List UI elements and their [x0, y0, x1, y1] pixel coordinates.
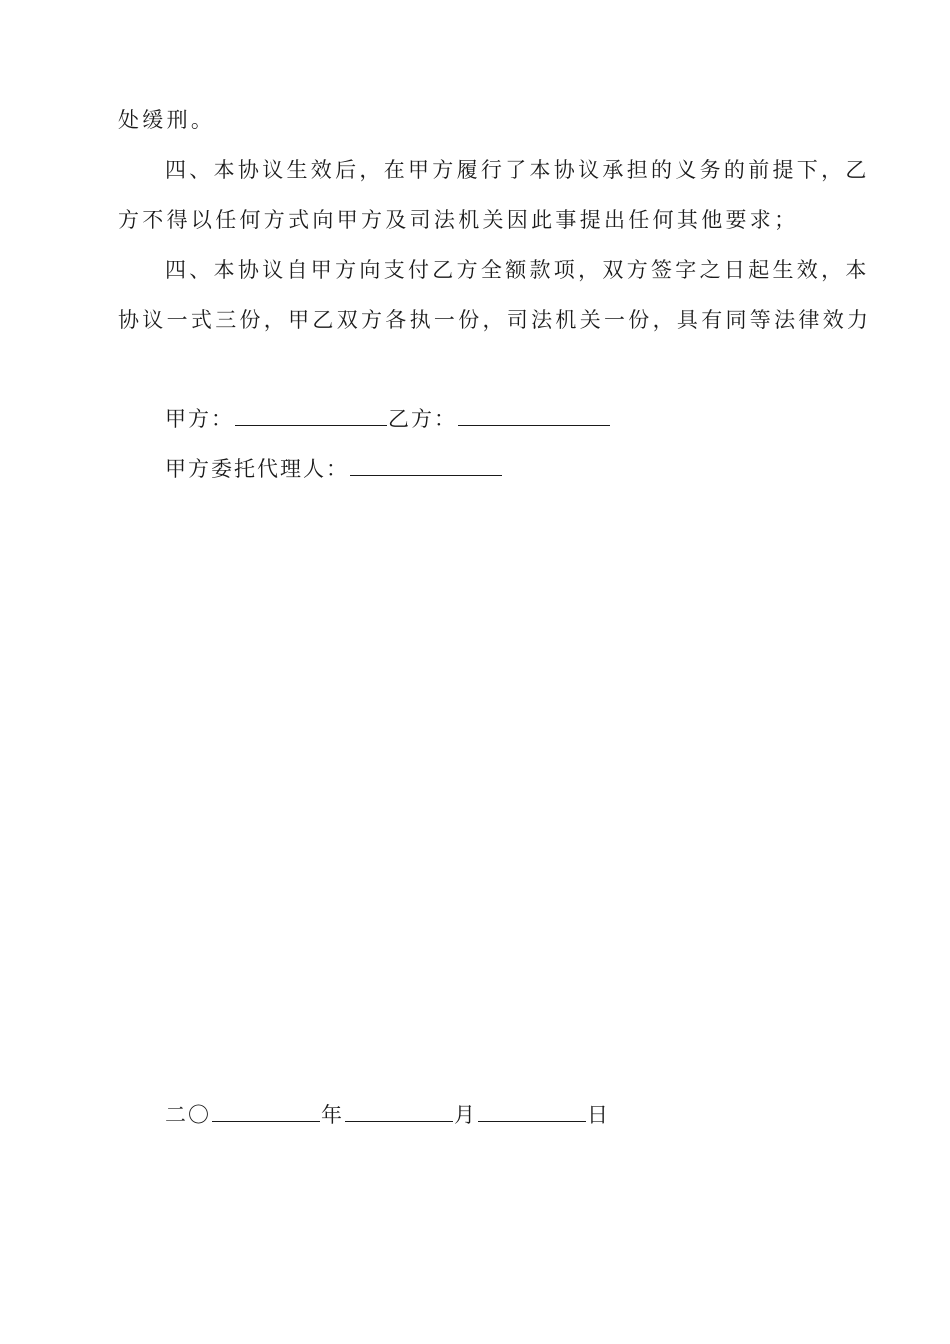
signature-row-parties: [165, 405, 611, 433]
signature-row-agent: [165, 455, 503, 483]
date-prefix: 二〇: [165, 1103, 211, 1127]
party-b-signature-blank[interactable]: [458, 407, 610, 426]
party-a-signature-blank[interactable]: [235, 407, 387, 426]
year-label: 年: [321, 1103, 344, 1127]
year-blank[interactable]: [212, 1103, 320, 1122]
agent-label: 甲方委托代理人：: [165, 457, 349, 481]
paragraph-line: 四、本协议生效后，在甲方履行了本协议承担的义务的前提下，乙: [165, 158, 870, 182]
paragraph-line: 协议一式三份，甲乙双方各执一份，司法机关一份，具有同等法律效力: [118, 308, 872, 332]
party-b-label: 乙方：: [388, 407, 457, 431]
day-blank[interactable]: [478, 1103, 586, 1122]
paragraph-line: 处缓刑。: [118, 108, 216, 132]
paragraph-line: 四、本协议自甲方向支付乙方全额款项，双方签字之日起生效，本: [165, 258, 870, 282]
agent-signature-blank[interactable]: [350, 457, 502, 476]
paragraph-line: 方不得以任何方式向甲方及司法机关因此事提出任何其他要求；: [118, 208, 799, 232]
date-row: [165, 1101, 610, 1129]
month-blank[interactable]: [345, 1103, 453, 1122]
party-a-label: 甲方：: [165, 407, 234, 431]
month-label: 月: [454, 1103, 477, 1127]
day-label: 日: [587, 1103, 610, 1127]
